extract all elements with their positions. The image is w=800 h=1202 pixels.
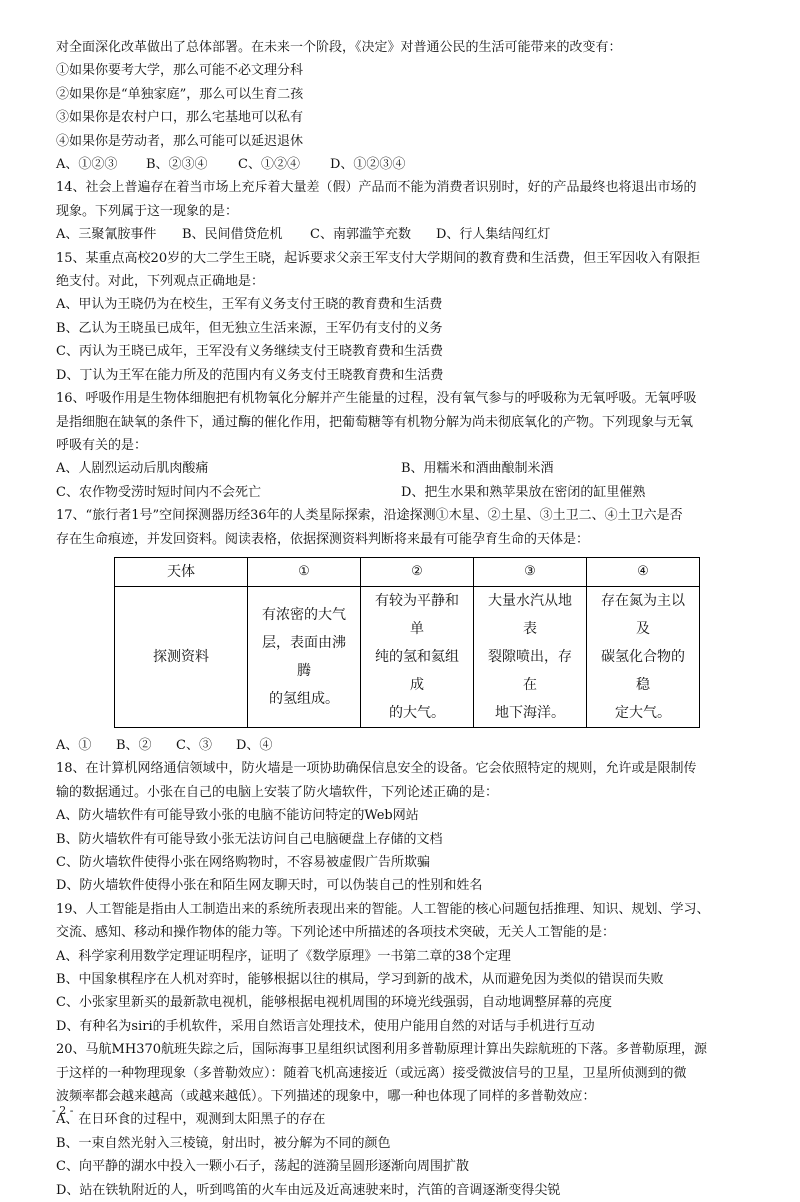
table-cell: 存在氮为主以及 碳氢化合物的稳 定大气。 [587,586,700,727]
table-header-body: 天体 [115,557,248,586]
q20-stem-line: 20、马航MH370航班失踪之后，国际海事卫星组织试图利用多普勒原理计算出失踪航班的下落。多普勒原理，源 [56,1042,708,1058]
q13-item-3: ③如果你是农村户口，那么宅基地可以私有 [56,110,304,126]
q15-option-d: D、丁认为王军在能力所及的范围内有义务支付王晓教育费和生活费 [56,367,444,383]
q13-item-1: ①如果你要考大学，那么可能不必文理分科 [56,63,304,79]
q13-option-a: A、①②③ [56,157,118,173]
q13-option-b: B、②③④ [146,157,208,173]
q14-option-b: B、民间借贷危机 [182,227,283,243]
q16-stem-line: 是指细胞在缺氧的条件下，通过酶的催化作用，把葡萄糖等有机物分解为尚未彻底氧化的产物。下列现象与无氧 [56,414,694,430]
table-row [115,586,700,727]
q14-stem-line: 现象。下列属于这一现象的是： [56,203,239,219]
table-cell: 有较为平静和单 纯的氢和氦组成 的大气。 [361,586,474,727]
table-header-4: ④ [587,557,700,586]
q18-option-d: D、防火墙软件使得小张在和陌生网友聊天时，可以伪装自己的性别和姓名 [56,878,483,894]
q17-stem-line: 存在生命痕迹，并发回资料。阅读表格，依据探测资料判断将来最有可能孕育生命的天体是： [56,531,590,547]
q17-options [56,734,756,757]
q19-stem-line: 交流、感知、移动和操作物体的能力等。下列论述中所描述的各项技术突破，无关人工智能的是： [56,925,616,941]
q16-option-c: C、农作物受涝时短时间内不会死亡 [56,484,261,500]
q13-options [56,153,756,176]
q19-option-b: B、中国象棋程序在人机对弈时，能够根据以往的棋局，学习到新的战术，从而避免因为类似的错误而失败 [56,972,664,987]
q14-options [56,223,756,246]
page-number: - 2 - [52,1104,74,1117]
table-cell: 大量水汽从地表 裂隙喷出，存在 地下海洋。 [474,586,587,727]
q20-option-d: D、站在铁轨附近的人，听到鸣笛的火车由远及近高速驶来时，汽笛的音调逐渐变得尖锐 [56,1182,561,1198]
q16-option-b: B、用糯米和酒曲酿制米酒 [401,461,554,477]
q18-stem-line: 输的数据通过。小张在自己的电脑上安装了防火墙软件，下列论述正确的是： [56,784,499,800]
q18-stem-line: 18、在计算机网络通信领域中，防火墙是一项协助确保信息安全的设备。它会依照特定的规则，允许或是限制传 [56,761,697,777]
q18-option-a: A、防火墙软件有可能导致小张的电脑不能访问特定的Web网站 [56,808,419,824]
exam-page [56,36,756,1202]
q17-stem-line: 17、“旅行者1号”空间探测器历经36年的人类星际探索，沿途探测①木星、②土星、③土卫二、④土卫六是否 [56,508,683,524]
q15-option-b: B、乙认为王晓虽已成年，但无独立生活来源，王军仍有支付的义务 [56,320,443,336]
q17-option-d: D、④ [236,737,273,753]
table-row-label: 探测资料 [115,586,248,727]
table-header-2: ② [361,557,474,586]
q19-option-c: C、小张家里新买的最新款电视机，能够根据电视机周围的环境光线强弱，自动地调整屏幕的亮度 [56,995,612,1011]
table-header-1: ① [248,557,361,586]
q20-stem-line: 于这样的一种物理现象（多普勒效应）：随着飞机高速接近（或远离）接受微波信号的卫星，卫星所侦测到的微 [56,1065,687,1081]
q14-option-a: A、三聚氰胺事件 [56,227,157,243]
q13-stem-continued: 对全面深化改革做出了总体部署。在未来一个阶段，《决定》对普通公民的生活可能带来的改变有： [56,40,622,55]
q16-options-row [56,481,756,504]
q13-option-c: C、①②④ [238,157,300,173]
q14-option-c: C、南郭滥竽充数 [310,227,411,243]
q18-option-c: C、防火墙软件使得小张在网络购物时，不容易被虚假广告所欺骗 [56,854,430,870]
q17-option-a: A、① [56,737,92,753]
q16-option-a: A、人剧烈运动后肌肉酸痛 [56,461,209,477]
q13-item-2: ②如果你是“单独家庭”，那么可以生育二孩 [56,86,304,102]
table-header-row [115,557,700,586]
q16-stem-line: 呼吸有关的是： [56,437,148,453]
q19-stem-line: 19、人工智能是指由人工制造出来的系统所表现出来的智能。人工智能的核心问题包括推理、知识、规划、学习、 [56,901,710,917]
q18-option-b: B、防火墙软件有可能导致小张无法访问自己电脑硬盘上存储的文档 [56,831,443,847]
table-header-3: ③ [474,557,587,586]
q20-option-a: A、在日环食的过程中，观测到太阳黑子的存在 [56,1112,326,1128]
q20-option-b: B、一束自然光射入三棱镜，射出时，被分解为不同的颜色 [56,1135,391,1151]
q17-option-c: C、③ [176,737,212,753]
q14-option-d: D、行人集结闯红灯 [436,227,551,243]
q20-option-c: C、向平静的湖水中投入一颗小石子，荡起的涟漪呈圆形逐渐向周围扩散 [56,1159,469,1175]
q16-options-row [56,457,756,480]
q20-stem-line: 波频率都会越来越高（或越来越低）。下列描述的现象中，哪一种也体现了同样的多普勒效应： [56,1089,596,1105]
q14-stem-line: 14、社会上普遍存在着当市场上充斥着大量差（假）产品而不能为消费者识别时，好的产品最终也将退出市场的 [56,180,697,196]
q15-stem-line: 15、某重点高校20岁的大二学生王晓，起诉要求父亲王军支付大学期间的教育费和生活费，但王军因收入有限拒 [56,250,701,266]
q19-option-a: A、科学家利用数学定理证明程序，证明了《数学原理》一书第二章的38个定理 [56,948,511,964]
table-cell: 有浓密的大气 层，表面由沸腾 的氢组成。 [248,586,361,727]
probe-data-table [114,557,700,728]
q16-option-d: D、把生水果和熟苹果放在密闭的缸里催熟 [401,484,646,500]
q16-stem-line: 16、呼吸作用是生物体细胞把有机物氧化分解并产生能量的过程，没有氧气参与的呼吸称为无氧呼吸。无氧呼吸 [56,391,697,407]
q19-option-d: D、有种名为siri的手机软件，采用自然语言处理技术，使用户能用自然的对话与手机进行互动 [56,1018,595,1034]
q15-option-a: A、甲认为王晓仍为在校生，王军有义务支付王晓的教育费和生活费 [56,297,443,313]
q13-item-4: ④如果你是劳动者，那么可能可以延迟退休 [56,133,304,149]
q15-stem-line: 绝支付。对此，下列观点正确地是： [56,274,265,290]
q17-option-b: B、② [116,737,152,753]
q13-option-d: D、①②③④ [330,157,406,173]
q15-option-c: C、丙认为王晓已成年，王军没有义务继续支付王晓教育费和生活费 [56,344,443,360]
